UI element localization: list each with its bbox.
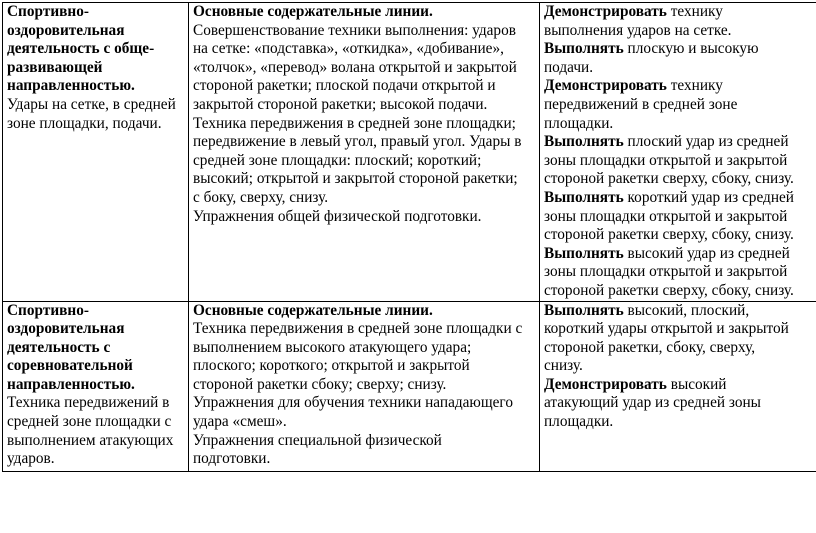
text-line	[7, 432, 186, 451]
bold-term: Выполнять	[544, 188, 624, 206]
text-line	[544, 302, 816, 321]
line-text: площадки.	[544, 114, 614, 132]
text-line	[544, 394, 816, 413]
text-line	[193, 133, 537, 152]
content-lines-cell	[189, 3, 540, 302]
bold-term: оздоровительная	[7, 320, 125, 338]
content-lines-cell	[189, 301, 540, 471]
text-line	[544, 263, 816, 282]
text-line	[7, 77, 186, 96]
text-line	[544, 376, 816, 395]
line-text: передвижений в средней зоне	[544, 95, 738, 113]
line-text: Упражнения специальной физической	[193, 431, 442, 449]
text-line	[544, 208, 816, 227]
line-text: Упражнения общей физической подготовки.	[193, 207, 482, 225]
text-line	[544, 282, 816, 301]
text-line	[7, 59, 186, 78]
line-text: стороной ракетки сверху, сбоку, снизу.	[544, 281, 794, 299]
bold-term: Основные содержательные линии.	[193, 301, 433, 319]
line-text: стороной ракетки; плоской подачи открытой и	[193, 77, 496, 95]
text-line	[544, 170, 816, 189]
line-text: удара «смеш».	[193, 413, 287, 431]
bold-term: развивающей	[7, 58, 103, 76]
text-line	[193, 40, 537, 59]
bold-term: Спортивно-	[7, 3, 89, 20]
line-text: стороной ракетки сбоку; сверху; снизу.	[193, 375, 447, 393]
text-line	[544, 22, 816, 41]
line-text: Техника передвижений в	[7, 394, 170, 412]
line-text: закрытой стороной ракетки; высокой подачи.	[193, 95, 488, 113]
line-text: стороной ракетки, сбоку, сверху,	[544, 338, 756, 356]
bold-term: направленностью.	[7, 375, 135, 393]
line-text: передвижение в левый угол, правый угол. Удары в	[193, 133, 522, 151]
text-line	[544, 40, 816, 59]
line-text: Удары на сетке, в средней	[7, 95, 176, 113]
text-line	[7, 339, 186, 358]
bold-term: Демонстрировать	[544, 77, 667, 95]
line-text: короткий удары открытой и закрытой	[544, 320, 789, 338]
line-text: зоны площадки открытой и закрытой	[544, 207, 788, 225]
line-text: площадки.	[544, 413, 614, 431]
text-line	[544, 3, 816, 22]
bold-term: Спортивно-	[7, 301, 89, 319]
line-text: высокий, плоский,	[623, 301, 750, 319]
text-line	[193, 339, 537, 358]
text-line	[7, 320, 186, 339]
line-text: средней зоне площадки: плоский; короткий;	[193, 151, 482, 169]
text-line	[544, 413, 816, 432]
line-text: технику	[666, 3, 723, 20]
text-line	[544, 115, 816, 134]
text-line	[7, 302, 186, 321]
bold-term: оздоровительная	[7, 21, 125, 39]
line-text: плоского; короткого; открытой и закрытой	[193, 357, 470, 375]
text-line	[193, 394, 537, 413]
text-line	[193, 115, 537, 134]
text-line	[7, 22, 186, 41]
text-line	[193, 189, 537, 208]
table-row	[3, 3, 816, 302]
line-text: Техника передвижения в средней зоне площадки;	[193, 114, 516, 132]
line-text: высокий	[666, 375, 727, 393]
bold-term: Выполнять	[544, 40, 624, 58]
line-text: снизу.	[544, 357, 583, 375]
bold-term: Выполнять	[544, 244, 624, 262]
text-line	[193, 376, 537, 395]
line-text: зоны площадки открытой и закрытой	[544, 151, 788, 169]
text-line	[544, 133, 816, 152]
line-text: ударов.	[7, 450, 55, 468]
line-text: средней зоне площадки с	[7, 413, 172, 431]
line-text: подачи.	[544, 58, 594, 76]
text-line	[193, 170, 537, 189]
text-line	[193, 77, 537, 96]
line-text: выполнением высокого атакующего удара;	[193, 338, 472, 356]
line-text: стороной ракетки сверху, сбоку, снизу.	[544, 170, 794, 188]
line-text: технику	[666, 77, 723, 95]
text-line	[193, 22, 537, 41]
line-text: Совершенствование техники выполнения: ударов	[193, 21, 516, 39]
bold-term: направленностью.	[7, 77, 135, 95]
line-text: зоне площадки, подачи.	[7, 114, 162, 132]
text-line	[544, 59, 816, 78]
bold-term: Основные содержательные линии.	[193, 3, 433, 20]
bold-term: Выполнять	[544, 301, 624, 319]
text-line	[193, 357, 537, 376]
line-text: на сетке: «подставка», «откидка», «добивание»,	[193, 40, 504, 58]
text-line	[7, 413, 186, 432]
line-text: высокий; открытой и закрытой стороной ракетки;	[193, 170, 518, 188]
text-line	[544, 77, 816, 96]
text-line	[193, 152, 537, 171]
text-line	[193, 320, 537, 339]
text-line	[7, 394, 186, 413]
text-line	[544, 189, 816, 208]
bold-term: деятельность с	[7, 338, 111, 356]
text-line	[544, 96, 816, 115]
text-line	[7, 40, 186, 59]
line-text: Техника передвижения в средней зоне площадки с	[193, 320, 523, 338]
text-line	[193, 413, 537, 432]
text-line	[544, 357, 816, 376]
line-text: с боку, сверху, снизу.	[193, 188, 329, 206]
student-activities-cell	[540, 301, 816, 471]
table-row	[3, 301, 816, 471]
activity-type-cell	[3, 3, 189, 302]
line-text: Упражнения для обучения техники нападающего	[193, 394, 513, 412]
bold-term: Демонстрировать	[544, 3, 667, 20]
text-line	[544, 152, 816, 171]
text-line	[7, 115, 186, 134]
text-line	[193, 3, 537, 22]
line-text: «толчок», «перевод» волана открытой и закрытой	[193, 58, 517, 76]
bold-term: деятельность с обще-	[7, 40, 155, 58]
text-line	[193, 59, 537, 78]
text-line	[193, 208, 537, 227]
text-line	[7, 450, 186, 469]
line-text: плоскую и высокую	[623, 40, 759, 58]
bold-term: Демонстрировать	[544, 375, 667, 393]
line-text: плоский удар из средней	[623, 133, 789, 151]
line-text: атакующий удар из средней зоны	[544, 394, 761, 412]
text-line	[193, 432, 537, 451]
line-text: высокий удар из средней	[623, 244, 790, 262]
text-line	[7, 357, 186, 376]
text-line	[544, 339, 816, 358]
line-text: короткий удар из средней	[623, 188, 794, 206]
text-line	[544, 226, 816, 245]
student-activities-cell	[540, 3, 816, 302]
line-text: подготовки.	[193, 450, 271, 468]
text-line	[7, 96, 186, 115]
line-text: выполнением атакующих	[7, 431, 174, 449]
bold-term: Выполнять	[544, 133, 624, 151]
text-line	[7, 3, 186, 22]
activity-type-cell	[3, 301, 189, 471]
line-text: стороной ракетки сверху, сбоку, снизу.	[544, 226, 794, 244]
text-line	[544, 245, 816, 264]
text-line	[544, 320, 816, 339]
text-line	[7, 376, 186, 395]
line-text: зоны площадки открытой и закрытой	[544, 263, 788, 281]
bold-term: соревновательной	[7, 357, 133, 375]
text-line	[193, 96, 537, 115]
curriculum-table	[2, 2, 816, 472]
line-text: выполнения ударов на сетке.	[544, 21, 732, 39]
text-line	[193, 302, 537, 321]
text-line	[193, 450, 537, 469]
